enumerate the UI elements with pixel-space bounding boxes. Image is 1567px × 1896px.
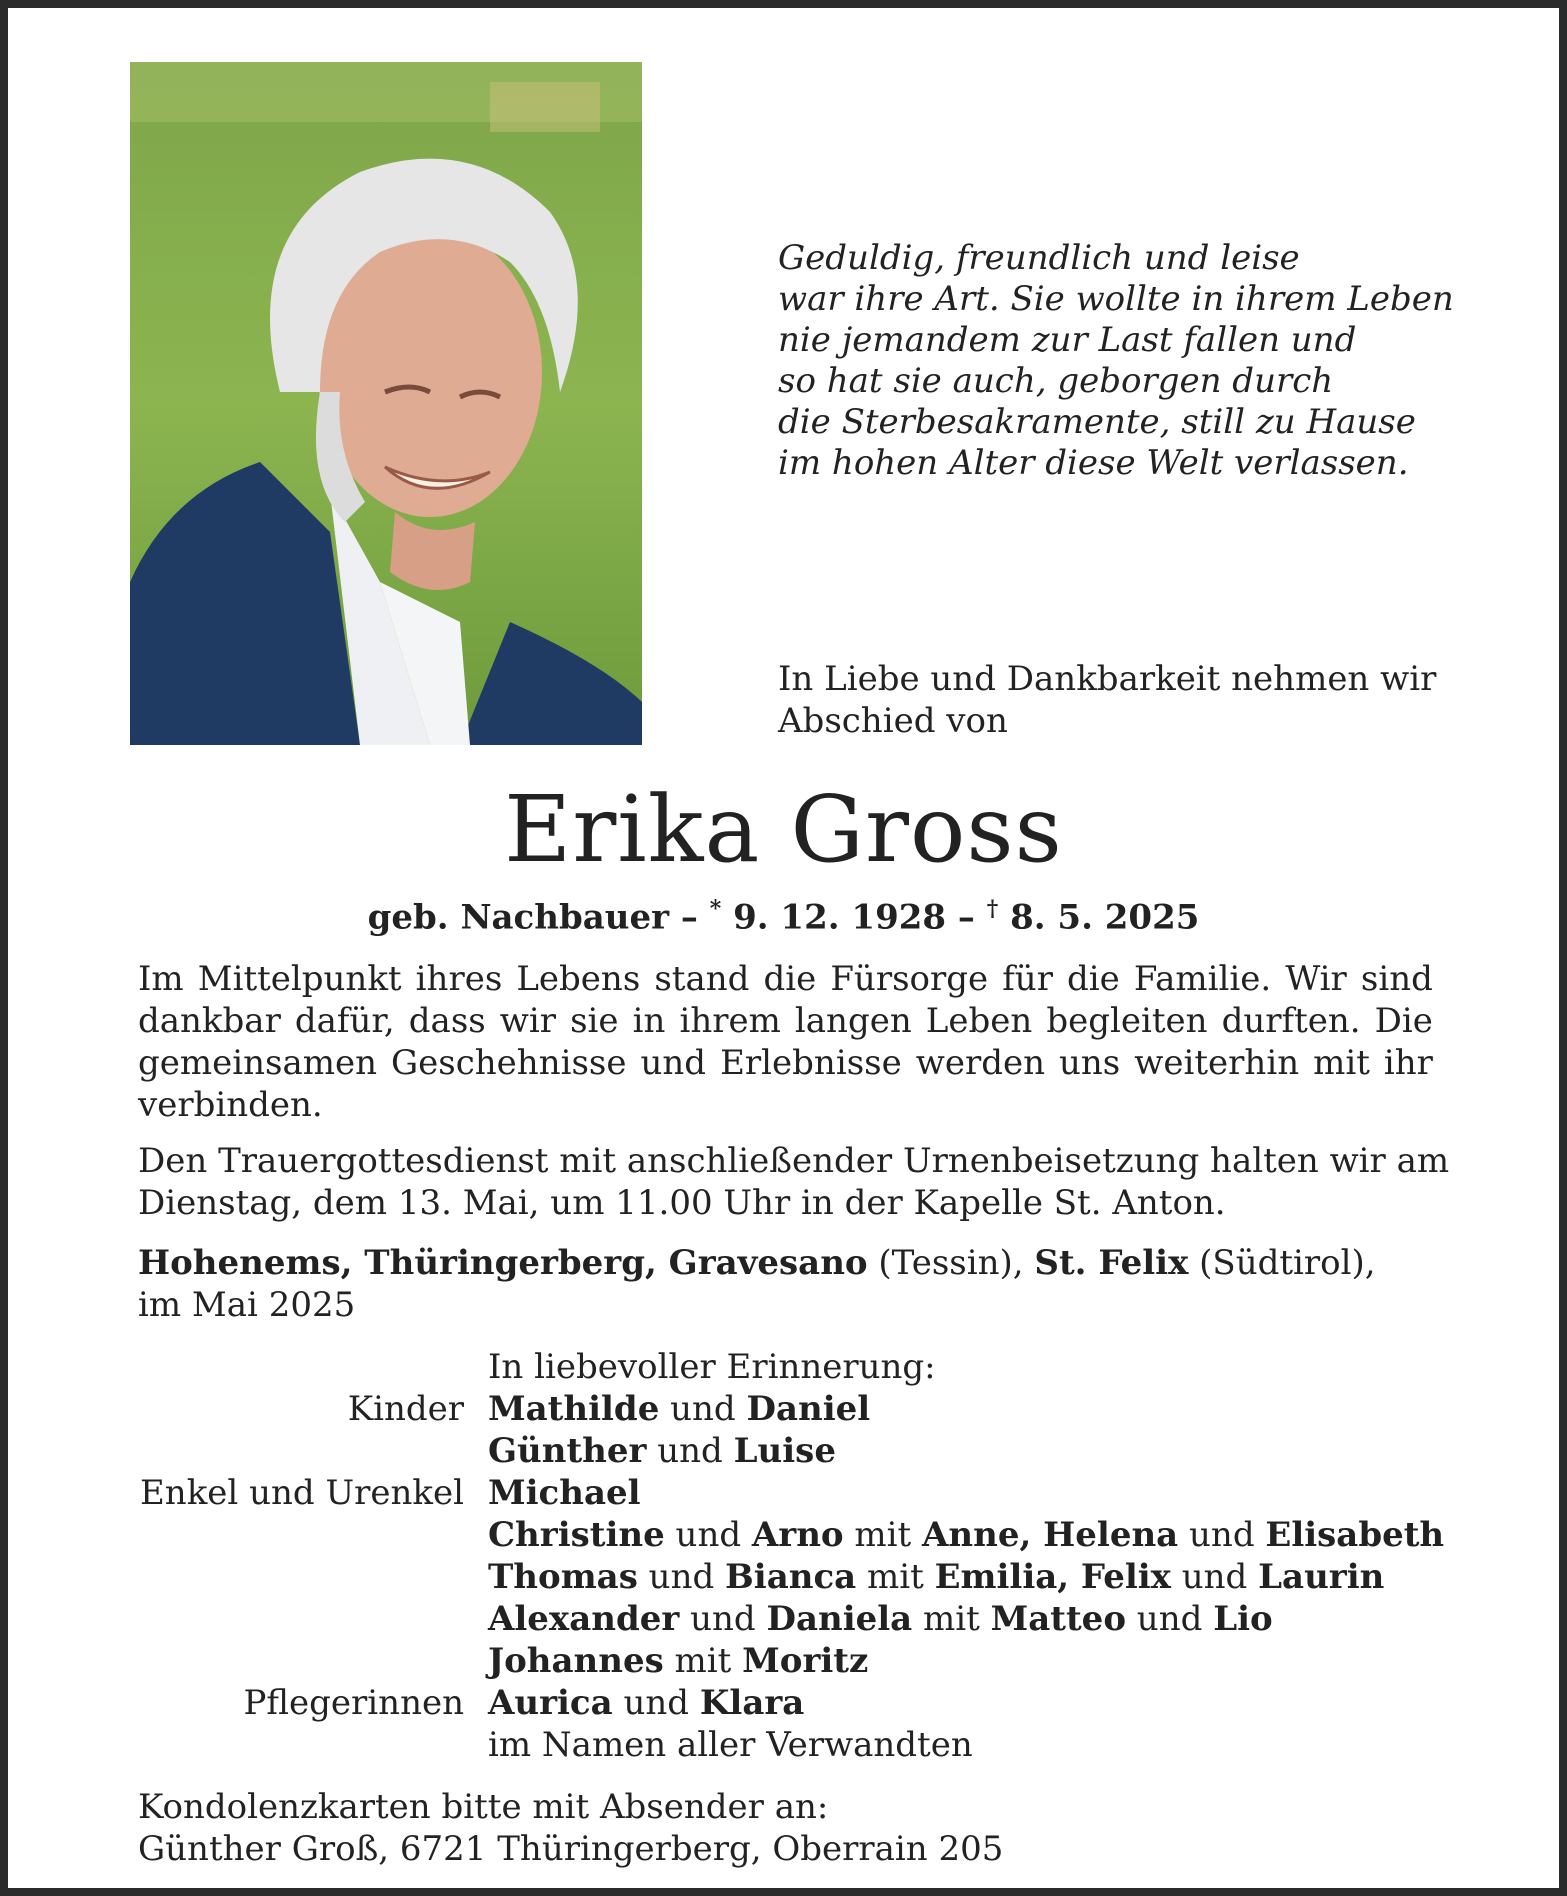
mourner-names [488,1682,1438,1724]
word: durften. [1221,1001,1361,1041]
word: weiterhin [1134,1043,1300,1083]
quote-line: war ihre Art. Sie wollte in ihrem Leben [778,279,1454,319]
quote-line: so hat sie auch, geborgen durch [778,361,1334,401]
tribute-paragraph [138,958,1433,1126]
birth-symbol: * [709,896,722,922]
paragraph-line: Den Trauergottesdienst mit anschließender Urnenbeisetzung halten wir am [138,1141,1450,1181]
quote-line: Geduldig, freundlich und leise [778,238,1300,278]
word: wir [499,1001,557,1041]
person-name: Aurica [488,1683,613,1723]
person-name: Alexander [488,1599,680,1639]
dash: – [957,897,975,938]
word: mit [1313,1043,1370,1083]
person-name: Luise [733,1431,836,1471]
portrait-photo [130,62,642,745]
paragraph-line: Dienstag, dem 13. Mai, um 11.00 Uhr in der Kapelle St. Anton. [138,1183,1226,1223]
quote-line: nie jemandem zur Last fallen und [778,320,1357,360]
word: Familie. [1133,959,1272,999]
person-name: Elisabeth [1265,1515,1445,1555]
word: Lebens [516,959,641,999]
place-region: (Tessin), [867,1243,1035,1283]
connector-text: und [1178,1515,1266,1555]
quote-line: die Sterbesakramente, still zu Hause [778,402,1416,442]
person-name: Bianca [725,1557,857,1597]
word: langen [794,1001,912,1041]
person-name: Daniela [766,1599,913,1639]
word: ihrem [679,1001,781,1041]
place-region: (Südtirol), [1188,1243,1376,1283]
mourner-names [488,1640,1438,1682]
person-name: Thomas [488,1557,638,1597]
mourners-list [138,1346,1445,1766]
birth-date: 9. 12. 1928 [733,897,947,938]
intro-line: In Liebe und Dankbarkeit nehmen wir [778,659,1437,699]
mourner-names [488,1514,1444,1556]
death-symbol: † [986,896,999,922]
word: sie [570,1001,619,1041]
death-date: 8. 5. 2025 [1010,897,1200,938]
word: dass [408,1001,486,1041]
word: ihr [1383,1043,1433,1083]
connector-text: und [1170,1557,1259,1597]
person-name: Klara [699,1683,805,1723]
mourner-names [488,1472,1438,1514]
condolence-address [138,1786,1438,1870]
quote-line: im hohen Alter diese Welt verlassen. [778,443,1409,483]
connector-text: und [1126,1599,1214,1639]
connector-text: und [664,1515,752,1555]
paragraph-line: verbinden. [138,1085,323,1125]
word: Leben [925,1001,1033,1041]
connector-text: und [612,1683,700,1723]
mourners-closing: im Namen aller Verwandten [488,1725,973,1765]
word: gemeinsamen [138,1043,377,1083]
word: Geschehnisse [391,1043,627,1083]
connector-text: und [637,1557,726,1597]
connector-text: mit [843,1515,923,1555]
word: in [632,1001,666,1041]
word: ihres [415,959,503,999]
place-town: St. Felix [1034,1243,1189,1283]
connector-text: mit [856,1557,935,1597]
mourner-names [488,1598,1438,1640]
paragraph-line [138,958,1433,1000]
person-name: Arno [751,1515,844,1555]
connector-text: mit [912,1599,991,1639]
connector-text: mit [663,1641,743,1681]
footer-line: Kondolenzkarten bitte mit Absender an: [138,1787,829,1827]
mourner-names [488,1388,1438,1430]
relation-label: Kinder [347,1389,464,1429]
person-name: Günther [488,1431,647,1471]
footer-line: Günther Groß, 6721 Thüringerberg, Oberrain 205 [138,1829,1004,1869]
life-dates [8,888,1559,938]
dash: – [680,897,698,938]
relation-label: Pflegerinnen [243,1683,464,1723]
paragraph-line [138,1000,1433,1042]
word: Die [1374,1001,1433,1041]
word: und [640,1043,707,1083]
person-name: Mathilde [488,1389,660,1429]
mourners-heading: In liebevoller Erinnerung: [488,1347,936,1387]
intro-line: Abschied von [778,701,1008,741]
word: dafür, [294,1001,395,1041]
mourner-names [488,1556,1438,1598]
word: begleiten [1046,1001,1208,1041]
word: dankbar [138,1001,281,1041]
person-name: Michael [488,1473,641,1513]
service-paragraph [138,1140,1450,1224]
mourner-names [488,1430,1438,1472]
word: Erlebnisse [720,1043,902,1083]
person-name: Moritz [742,1641,869,1681]
person-name: Daniel [746,1389,871,1429]
deceased-name: Erika Gross [504,776,1063,883]
word: sind [1360,959,1433,999]
word: werden [915,1043,1045,1083]
memorial-quote [778,238,1498,484]
person-name: Laurin [1258,1557,1385,1597]
connector-text: und [659,1389,747,1429]
word: uns [1059,1043,1121,1083]
person-name: Emilia, Felix [934,1557,1171,1597]
connector-text: und [646,1431,734,1471]
relation-label: Enkel und Urenkel [139,1473,464,1513]
notice-date: im Mai 2025 [138,1285,356,1325]
farewell-intro [778,658,1498,742]
word: stand [654,959,750,999]
person-name: Lio [1213,1599,1273,1639]
person-name: Matteo [990,1599,1126,1639]
place-and-date [138,1242,1438,1326]
word: die [1067,959,1120,999]
word: Im [138,959,184,999]
word: die [763,959,817,999]
place-towns: Hohenems, Thüringerberg, Gravesano [138,1243,868,1283]
maiden-name: geb. Nachbauer [367,897,670,938]
word: Mittelpunkt [197,959,402,999]
word: Wir [1285,959,1347,999]
word: für [1002,959,1053,999]
paragraph-line [138,1042,1433,1084]
person-name: Christine [488,1515,665,1555]
word: Fürsorge [830,959,989,999]
person-name: Johannes [488,1641,664,1681]
connector-text: und [679,1599,767,1639]
person-name: Anne, Helena [922,1515,1179,1555]
